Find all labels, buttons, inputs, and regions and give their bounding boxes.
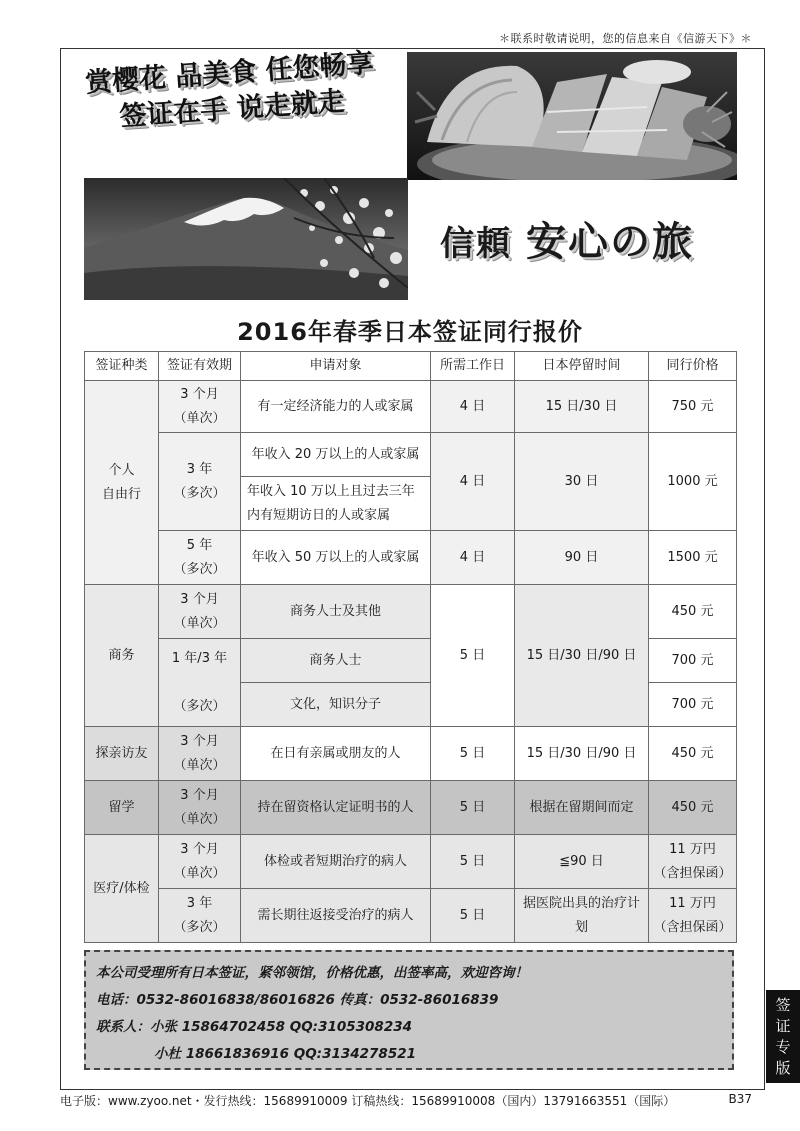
workdays-cell: 4 日 (431, 531, 515, 585)
side-tab-char: 证 (775, 1016, 791, 1035)
visa-price-table (84, 351, 737, 943)
stay-cell: 15 日/30 日 (515, 381, 649, 433)
type-study: 留学 (85, 781, 159, 835)
header-workdays: 所需工作日 (431, 352, 515, 381)
contact-person-du: 小杜 18661836916 QQ:3134278521 (154, 1046, 417, 1062)
stay-cell: ≦90 日 (515, 835, 649, 889)
price-cell: 700 元 (649, 639, 737, 683)
workdays-cell: 5 日 (431, 781, 515, 835)
workdays-cell: 4 日 (431, 433, 515, 531)
price-cell: 450 元 (649, 727, 737, 781)
side-tab-char: 版 (775, 1058, 791, 1077)
side-tab-char: 专 (775, 1037, 791, 1056)
stay-cell: 30 日 (515, 433, 649, 531)
contact-intro: 本公司受理所有日本签证，紧邻领馆，价格优惠，出签率高，欢迎咨询！ (96, 965, 528, 981)
table-row (85, 585, 737, 639)
contact-box (84, 950, 734, 1070)
applicant-cell: 体检或者短期治疗的病人 (241, 835, 431, 889)
validity-cell: 1 年/3 年 （多次） (159, 639, 241, 727)
slogan-line-1: 赏樱花 品美食 任您畅享 (84, 47, 375, 99)
price-cell: 450 元 (649, 781, 737, 835)
validity-cell: 3 个月 （单次） (159, 381, 241, 433)
type-family-visit: 探亲访友 (85, 727, 159, 781)
table-row (85, 889, 737, 943)
price-cell: 450 元 (649, 585, 737, 639)
stay-cell: 15 日/30 日/90 日 (515, 585, 649, 727)
applicant-cell: 商务人士及其他 (241, 585, 431, 639)
applicant-cell: 文化，知识分子 (241, 683, 431, 727)
validity-cell: 3 年 （多次） (159, 889, 241, 943)
header-price: 同行价格 (649, 352, 737, 381)
table-row (85, 727, 737, 781)
validity-cell: 3 个月 （单次） (159, 781, 241, 835)
table-header-row (85, 352, 737, 381)
source-note: ＊联系时敬请说明，您的信息来自《信游天下》＊ (499, 32, 752, 45)
contact-phone-fax: 电话：0532-86016838/86016826 传真：0532-86016839 (96, 992, 499, 1008)
table-row (85, 531, 737, 585)
footer-info: 电子版：www.zyoo.net・发行热线：15689910009 订稿热线：15689910008（国内）13791663551（国际） (60, 1094, 676, 1108)
section-tab-visa (766, 990, 800, 1083)
header-stay: 日本停留时间 (515, 352, 649, 381)
price-cell: 11 万円 （含担保函） (649, 835, 737, 889)
table-row (85, 433, 737, 477)
slogan-line-2: 签证在手 说走就走 (118, 85, 346, 133)
validity-cell: 3 个月 （单次） (159, 835, 241, 889)
header-applicant: 申请对象 (241, 352, 431, 381)
stay-cell: 15 日/30 日/90 日 (515, 727, 649, 781)
header-visa-type: 签证种类 (85, 352, 159, 381)
price-cell: 700 元 (649, 683, 737, 727)
validity-cell: 3 年 （多次） (159, 433, 241, 531)
price-cell: 750 元 (649, 381, 737, 433)
table-row (85, 781, 737, 835)
side-tab-char: 签 (775, 995, 791, 1014)
stay-cell: 根据在留期间而定 (515, 781, 649, 835)
header-validity: 签证有效期 (159, 352, 241, 381)
validity-cell: 5 年 （多次） (159, 531, 241, 585)
applicant-cell: 年收入 50 万以上的人或家属 (241, 531, 431, 585)
sashimi-photo (407, 52, 737, 180)
applicant-cell: 在日有亲属或朋友的人 (241, 727, 431, 781)
applicant-cell: 持在留资格认定证明书的人 (241, 781, 431, 835)
price-cell: 11 万円 （含担保函） (649, 889, 737, 943)
workdays-cell: 5 日 (431, 585, 515, 727)
mount-fuji-photo (84, 178, 408, 300)
workdays-cell: 5 日 (431, 889, 515, 943)
stay-cell: 90 日 (515, 531, 649, 585)
workdays-cell: 4 日 (431, 381, 515, 433)
price-cell: 1500 元 (649, 531, 737, 585)
table-row (85, 835, 737, 889)
table-row (85, 381, 737, 433)
applicant-cell: 需长期往返接受治疗的病人 (241, 889, 431, 943)
motto-trust: 信頼 (440, 224, 512, 264)
workdays-cell: 5 日 (431, 727, 515, 781)
motto-text (440, 210, 694, 267)
validity-cell: 3 个月 （单次） (159, 585, 241, 639)
type-business: 商务 (85, 585, 159, 727)
stay-cell: 据医院出具的治疗计划 (515, 889, 649, 943)
applicant-cell: 有一定经济能力的人或家属 (241, 381, 431, 433)
applicant-cell: 商务人士 (241, 639, 431, 683)
type-personal: 个人 自由行 (85, 381, 159, 585)
validity-cell: 3 个月 （单次） (159, 727, 241, 781)
type-medical: 医疗/体检 (85, 835, 159, 943)
page-title: 2016年春季日本签证同行报价 (237, 318, 583, 346)
workdays-cell: 5 日 (431, 835, 515, 889)
page-number: B37 (728, 1092, 752, 1106)
applicant-cell: 年收入 10 万以上且过去三年内有短期访日的人或家属 (241, 477, 431, 531)
applicant-cell: 年收入 20 万以上的人或家属 (241, 433, 431, 477)
contact-person-zhang: 联系人：小张 15864702458 QQ:3105308234 (96, 1019, 413, 1035)
motto-journey: 安心の旅 (526, 218, 694, 265)
price-cell: 1000 元 (649, 433, 737, 531)
